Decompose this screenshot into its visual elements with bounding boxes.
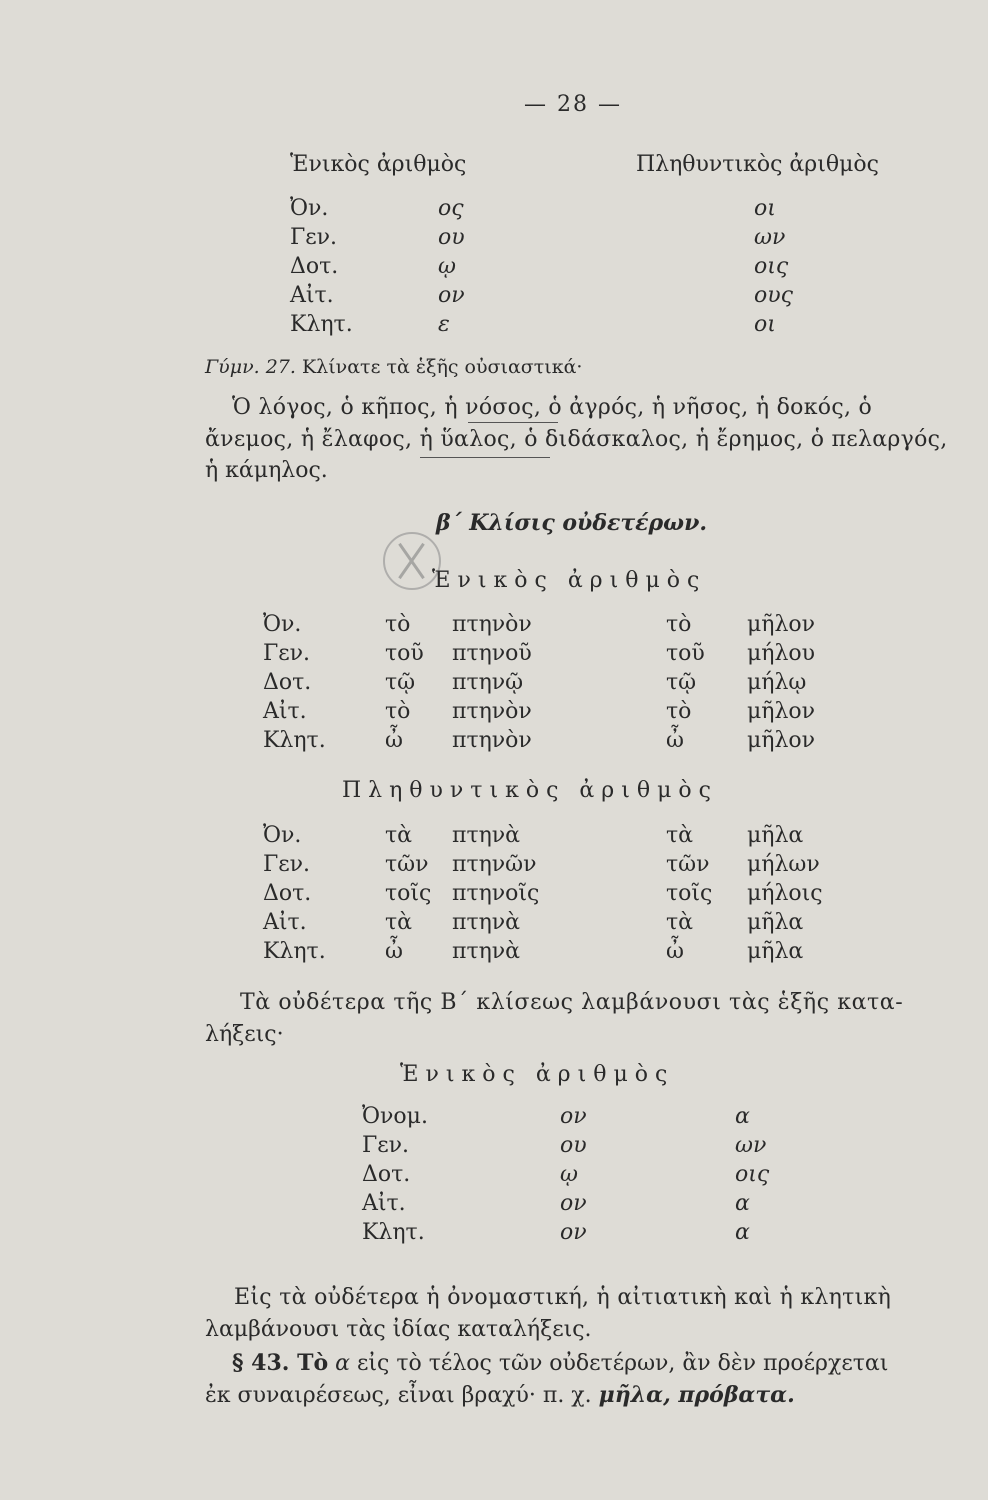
noun-ptenon: πτηνὸν [452,699,532,724]
paragraph-3-text: εἰς τὸ τέλος τῶν οὐδετέρων, ἂν δὲν προέρχεται [357,1351,889,1376]
article-2: τὰ [666,823,694,848]
singular-ending: ον [560,1220,587,1245]
article-1: τοῖς [385,881,432,906]
singular-ending: ου [438,225,465,250]
case-label: Αἰτ. [362,1191,406,1216]
plural-ending: ους [754,283,793,308]
page-number: — 28 — [524,92,622,117]
noun-melon: μῆλον [747,728,816,753]
singular-heading: Ἑνικὸς ἀριθμὸς [432,568,707,593]
singular-ending: ον [560,1104,587,1129]
article-2: τὸ [666,612,692,637]
noun-ptenon: πτηνῶν [452,852,537,877]
underline-mark [468,422,558,423]
article-2: τοῖς [666,881,713,906]
singular-ending: ον [560,1191,587,1216]
article-1: τὸ [385,699,411,724]
article-1: τὰ [385,910,413,935]
article-2: τῷ [666,670,697,695]
case-label: Δοτ. [263,881,312,906]
noun-ptenon: πτηνὰ [452,910,521,935]
noun-ptenon: πτηνῷ [452,670,524,695]
noun-ptenon: πτηνὰ [452,939,521,964]
endings-heading: Ἑνικὸς ἀριθμὸς [400,1062,675,1087]
section-title-text: β΄ Κλίσις οὐδετέρων. [436,510,708,536]
plural-ending: α [735,1104,750,1129]
plural-ending: α [735,1191,750,1216]
article-1: τῷ [385,670,416,695]
case-label: Γεν. [263,852,311,877]
singular-ending: ῳ [560,1162,578,1187]
exercise-line [205,356,582,378]
case-label: Ὀν. [263,823,302,848]
case-label: Γεν. [263,641,311,666]
case-label: Κλητ. [362,1220,425,1245]
exercise-label: Γύμν. 27. [205,356,296,378]
paragraph-2-line-1: Εἰς τὰ οὐδέτερα ἡ ὀνομαστική, ἡ αἰτιατικὴ καὶ ἡ κλητικὴ [234,1285,892,1310]
singular-ending: ῳ [438,254,456,279]
plural-heading: Πληθυντικὸς ἀριθμὸς [342,778,718,803]
noun-melon: μήλῳ [747,670,807,695]
noun-melon: μῆλον [747,699,816,724]
case-label: Κλητ. [263,728,326,753]
case-label: Γεν. [290,225,338,250]
noun-melon: μῆλα [747,823,804,848]
noun-melon: μήλων [747,852,820,877]
singular-ending: ε [438,312,450,337]
exercise-line-2: ἄνεμος, ἡ ἔλαφος, ἡ ὕαλος, ὁ διδάσκαλος, ἡ ἔρημος, ὁ πελαργός, [205,427,948,452]
article-1: τοῦ [385,641,424,666]
examples: μῆλα, πρόβατα. [598,1382,795,1408]
article-2: τοῦ [666,641,705,666]
article-2: τὰ [666,910,694,935]
noun-ptenon: πτηνοῖς [452,881,540,906]
noun-ptenon: πτηνὸν [452,612,532,637]
article-1: τῶν [385,852,429,877]
case-label: Κλητ. [263,939,326,964]
noun-ptenon: πτηνοῦ [452,641,532,666]
noun-melon: μήλοις [747,881,823,906]
article-1: τὸ [385,612,411,637]
noun-melon: μῆλα [747,910,804,935]
case-label: Ὀν. [290,196,329,221]
article-2: τῶν [666,852,710,877]
paragraph-1-line-2: λήξεις· [205,1022,284,1047]
paragraph-3-line-1 [232,1350,888,1376]
noun-melon: μῆλον [747,612,816,637]
plural-ending: οις [754,254,789,279]
exercise-instruction: Κλίνατε τὰ ἑξῆς οὐσιαστικά· [301,356,583,378]
article-2: τὸ [666,699,692,724]
paragraph-3-line-2 [205,1382,795,1408]
exercise-line-3: ἡ κάμηλος. [205,458,328,483]
noun-melon: μήλου [747,641,816,666]
case-label: Γεν. [362,1133,410,1158]
singular-ending: ος [438,196,464,221]
plural-header: Πληθυντικὸς ἀριθμὸς [636,152,879,177]
case-label: Αἰτ. [263,699,307,724]
article-1: τὰ [385,823,413,848]
plural-ending: οι [754,312,776,337]
plural-ending: οι [754,196,776,221]
singular-header: Ἑνικὸς ἀριθμὸς [290,152,467,177]
plural-ending: ων [754,225,786,250]
paragraph-1-line-1: Τὰ οὐδέτερα τῆς Β΄ κλίσεως λαμβάνουσι τὰς ἑξῆς κατα- [240,990,904,1015]
noun-ptenon: πτηνὸν [452,728,532,753]
plural-ending: οις [735,1162,770,1187]
singular-ending: ον [438,283,465,308]
paragraph-2-line-2: λαμβάνουσι τὰς ἰδίας καταλήξεις. [205,1317,592,1342]
case-label: Ὀνομ. [362,1104,428,1129]
paragraph-3-text-2: ἐκ συναιρέσεως, εἶναι βραχύ· π. χ. [205,1383,592,1408]
case-label: Δοτ. [290,254,339,279]
singular-ending: ου [560,1133,587,1158]
article-1: ὦ [385,728,403,753]
case-label: Αἰτ. [263,910,307,935]
section-title [436,510,707,536]
article-2: ὦ [666,728,684,753]
plural-ending: α [735,1220,750,1245]
case-label: Ὀν. [263,612,302,637]
case-label: Δοτ. [362,1162,411,1187]
section-number: § 43. Τὸ [232,1350,329,1376]
letter-alpha: α [335,1351,351,1376]
case-label: Κλητ. [290,312,353,337]
underline-mark [420,457,550,458]
case-label: Αἰτ. [290,283,334,308]
noun-ptenon: πτηνὰ [452,823,521,848]
noun-melon: μῆλα [747,939,804,964]
article-1: ὦ [385,939,403,964]
plural-ending: ων [735,1133,767,1158]
article-2: ὦ [666,939,684,964]
exercise-line-1: Ὁ λόγος, ὁ κῆπος, ἡ νόσος, ὁ ἀγρός, ἡ νῆσος, ἡ δοκός, ὁ [232,395,873,420]
case-label: Δοτ. [263,670,312,695]
